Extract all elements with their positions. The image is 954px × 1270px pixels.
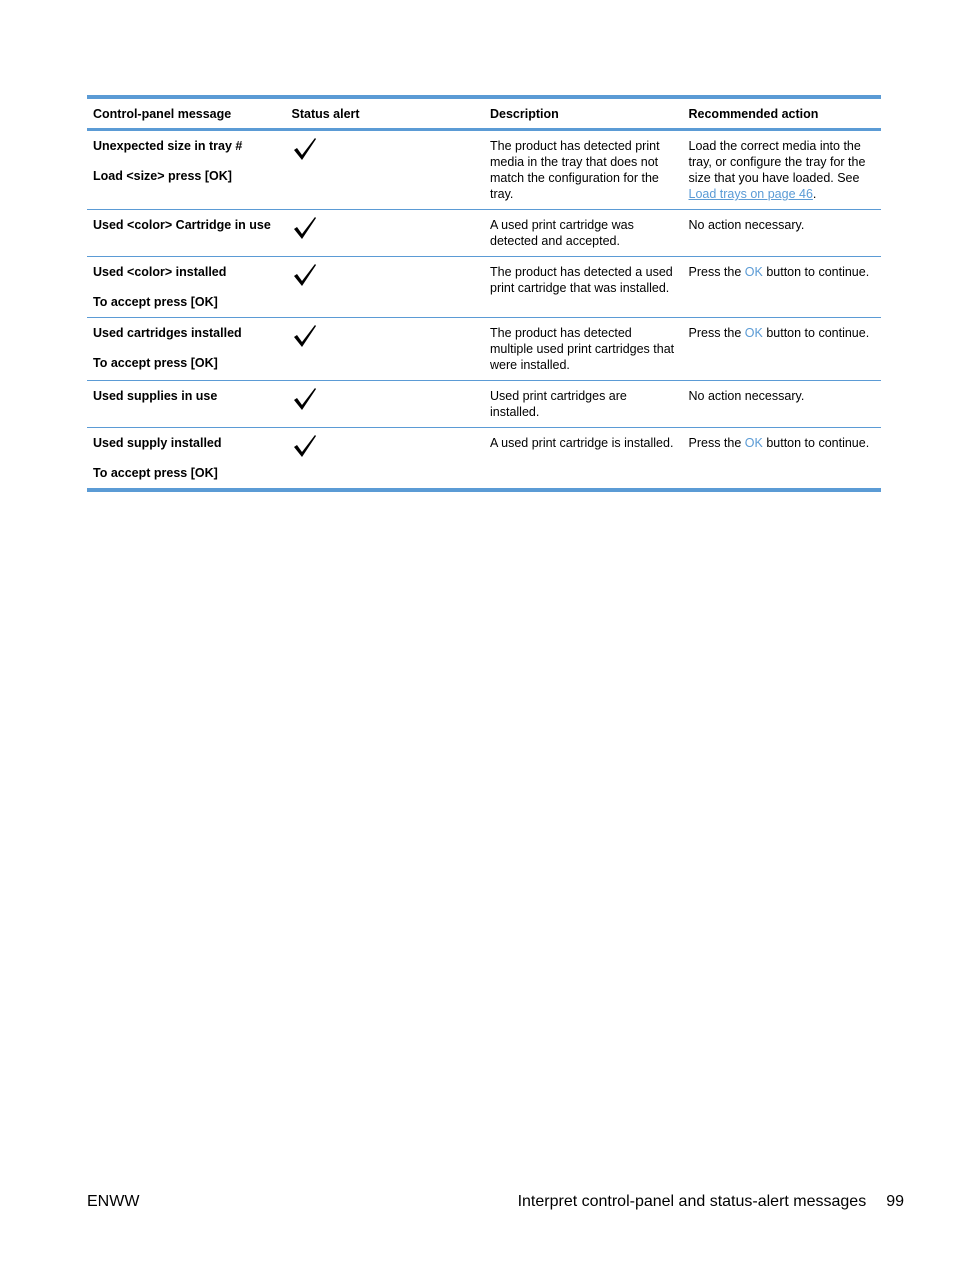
footer-edition-label: ENWW — [87, 1193, 140, 1210]
ok-key-label: OK — [744, 326, 763, 340]
status-alert-cell — [286, 428, 485, 488]
status-alert-cell — [286, 131, 485, 209]
status-alert-cell — [286, 257, 485, 317]
checkmark-icon — [292, 386, 318, 412]
control-panel-message: Used <color> Cartridge in use — [93, 218, 271, 232]
control-panel-message: Unexpected size in tray # Load <size> press [OK] — [93, 139, 243, 183]
checkmark-icon — [292, 433, 318, 459]
load-trays-link[interactable]: Load trays on page 46 — [688, 187, 813, 201]
header-status-alert: Status alert — [291, 107, 360, 121]
control-panel-message: Used <color> installed To accept press [OK] — [93, 265, 227, 309]
description: The product has detected print media in the tray that does not match the configuration for the tray. — [490, 139, 660, 201]
footer-section-title: Interpret control-panel and status-alert messages — [517, 1193, 867, 1210]
description: The product has detected multiple used print cartridges that were installed. — [490, 326, 675, 372]
table-row — [87, 257, 881, 318]
ok-key-label: OK — [744, 436, 763, 450]
recommended-action: Press the OK button to continue. — [688, 265, 870, 279]
status-alert-cell — [286, 381, 485, 427]
table-row — [87, 131, 881, 210]
page-number: 99 — [886, 1193, 904, 1210]
status-alert-cell — [286, 210, 485, 256]
checkmark-icon — [292, 323, 318, 349]
description: A used print cartridge is installed. — [490, 436, 674, 450]
description: Used print cartridges are installed. — [490, 389, 627, 419]
recommended-action: No action necessary. — [688, 218, 805, 232]
status-alert-table — [87, 95, 881, 492]
description: A used print cartridge was detected and accepted. — [490, 218, 634, 248]
description: The product has detected a used print cartridge that was installed. — [490, 265, 673, 295]
recommended-action: No action necessary. — [688, 389, 805, 403]
status-alert-cell — [286, 318, 485, 380]
header-control-panel-message: Control-panel message — [93, 107, 232, 121]
footer-section — [518, 1193, 904, 1211]
header-recommended-action: Recommended action — [688, 107, 819, 121]
recommended-action: Press the OK button to continue. — [688, 436, 870, 450]
header-description: Description — [490, 107, 559, 121]
table-row — [87, 210, 881, 257]
control-panel-message: Used cartridges installed To accept press [OK] — [93, 326, 242, 370]
table-header-row — [87, 99, 881, 131]
checkmark-icon — [292, 215, 318, 241]
checkmark-icon — [292, 136, 318, 162]
control-panel-message: Used supplies in use — [93, 389, 218, 403]
table-row — [87, 318, 881, 381]
recommended-action: Load the correct media into the tray, or configure the tray for the size that you have loaded. See Load trays on page 46. — [688, 139, 866, 201]
control-panel-message: Used supply installed To accept press [OK] — [93, 436, 222, 480]
checkmark-icon — [292, 262, 318, 288]
ok-key-label: OK — [744, 265, 763, 279]
recommended-action: Press the OK button to continue. — [688, 326, 870, 340]
table-row — [87, 381, 881, 428]
table-row — [87, 428, 881, 488]
